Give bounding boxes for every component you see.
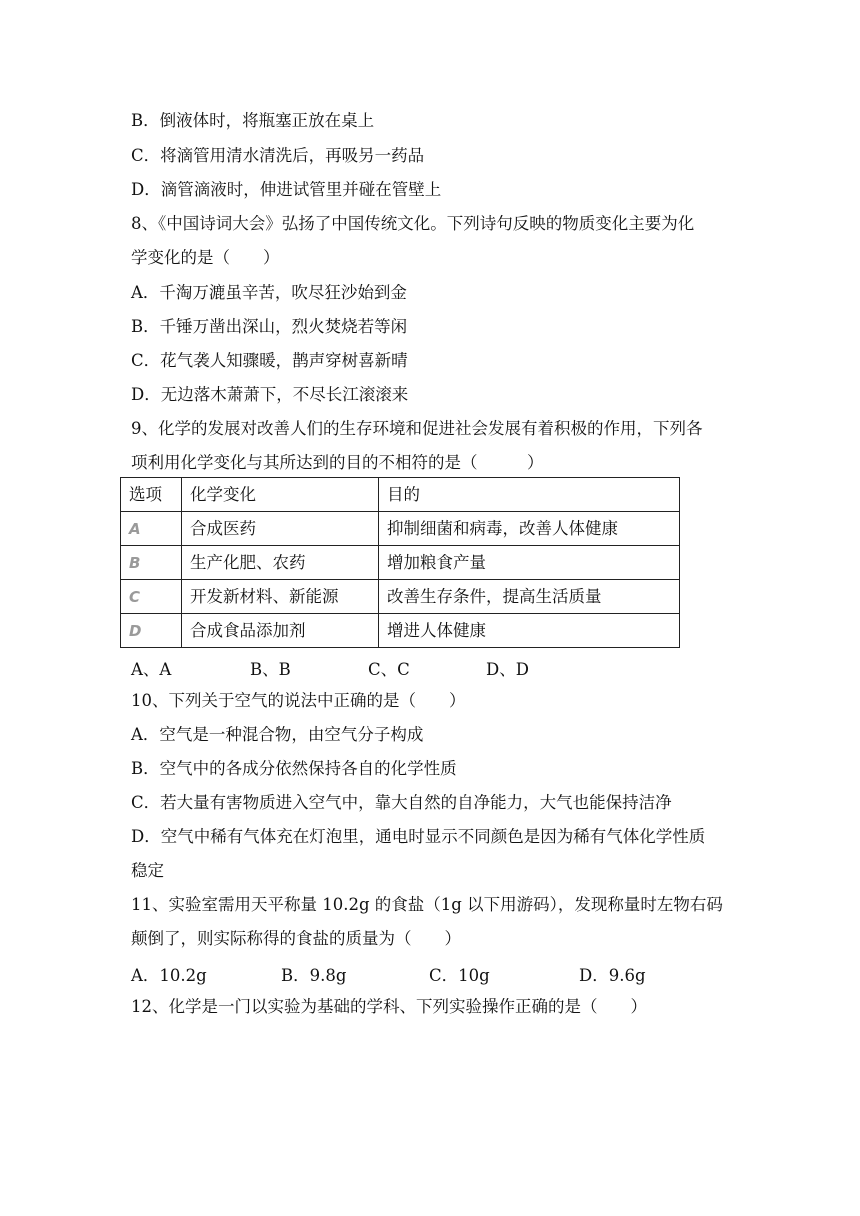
table-row [121,546,680,580]
table-cell-option: D [121,614,182,648]
q8-option-a: A．千淘万漉虽辛苦，吹尽狂沙始到金 [131,283,407,302]
q9-option-b: B、B [250,660,291,679]
q10-option-a: A．空气是一种混合物，由空气分子构成 [131,725,424,744]
q9-stem-line2: 项利用化学变化与其所达到的目的不相符的是（ ） [131,453,544,472]
table-row [121,580,680,614]
q9-option-c: C、C [368,660,410,679]
table-cell-purpose: 增进人体健康 [379,614,680,648]
table-header-cell: 目的 [379,478,680,512]
table-cell-purpose: 抑制细菌和病毒，改善人体健康 [379,512,680,546]
q11-stem-line2: 颠倒了，则实际称得的食盐的质量为（ ） [131,929,461,948]
q7-option-c: C．将滴管用清水清洗后，再吸另一药品 [131,146,425,165]
q8-option-d: D．无边落木萧萧下，不尽长江滚滚来 [131,385,409,404]
q11-options [131,962,646,986]
table-cell-purpose: 改善生存条件，提高生活质量 [379,580,680,614]
table-header-row [121,478,680,512]
q8-stem-line1: 8、《中国诗词大会》弘扬了中国传统文化。下列诗句反映的物质变化主要为化 [131,214,695,233]
q10-option-d-line2: 稳定 [131,861,164,880]
table-cell-change: 合成医药 [182,512,379,546]
q7-option-b: B．倒液体时，将瓶塞正放在桌上 [131,111,375,130]
q11-option-c: C．10g [429,966,490,985]
q11-option-a: A．10.2g [131,966,207,985]
q9-stem-line1: 9、化学的发展对改善人们的生存环境和促进社会发展有着积极的作用，下列各 [131,419,703,438]
q11-stem-line1: 11、实验室需用天平称量 10.2g 的食盐（1g 以下用游码），发现称量时左物右码 [131,895,723,914]
q11-option-b: B．9.8g [281,966,347,985]
q9-option-d: D、D [486,660,529,679]
q9-option-a: A、A [131,660,172,679]
q9-table [120,477,680,648]
q9-options [131,656,529,680]
table-header-cell: 化学变化 [182,478,379,512]
table-header-cell: 选项 [121,478,182,512]
q11-option-d: D．9.6g [579,966,646,985]
q12-stem: 12、化学是一门以实验为基础的学科、下列实验操作正确的是（ ） [131,997,647,1016]
q10-stem: 10、下列关于空气的说法中正确的是（ ） [131,691,466,710]
q7-option-d: D．滴管滴液时，伸进试管里并碰在管壁上 [131,180,442,199]
q8-option-c: C．花气袭人知骤暖，鹊声穿树喜新晴 [131,351,408,370]
table-cell-change: 合成食品添加剂 [182,614,379,648]
q8-option-b: B．千锤万凿出深山，烈火焚烧若等闲 [131,317,408,336]
table-row [121,512,680,546]
table-cell-option: B [121,546,182,580]
q10-option-d-line1: D．空气中稀有气体充在灯泡里，通电时显示不同颜色是因为稀有气体化学性质 [131,827,706,846]
q10-option-b: B．空气中的各成分依然保持各自的化学性质 [131,759,457,778]
q8-stem-line2: 学变化的是（ ） [131,248,280,267]
table-cell-change: 开发新材料、新能源 [182,580,379,614]
table-cell-option: C [121,580,182,614]
q10-option-c: C．若大量有害物质进入空气中，靠大自然的自净能力，大气也能保持洁净 [131,793,672,812]
table-cell-change: 生产化肥、农药 [182,546,379,580]
table-cell-option: A [121,512,182,546]
table-cell-purpose: 增加粮食产量 [379,546,680,580]
table-row [121,614,680,648]
